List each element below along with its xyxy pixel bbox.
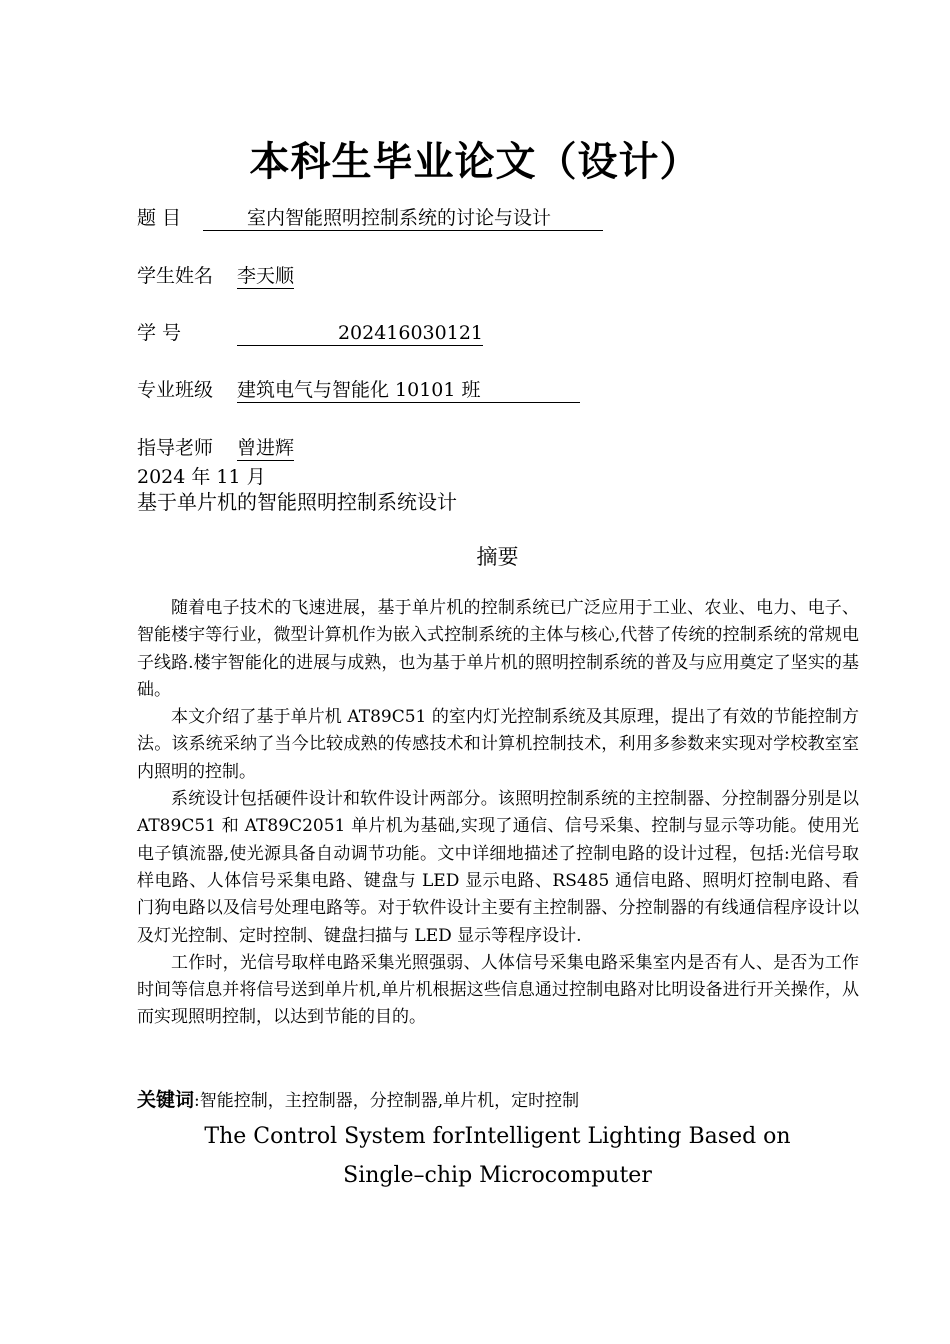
topic-label: 题 目	[137, 207, 182, 229]
thesis-chinese-title: 基于单片机的智能照明控制系统设计	[137, 490, 457, 514]
keywords-label: 关键词	[137, 1089, 195, 1111]
student-id-label: 学 号	[137, 322, 182, 344]
cover-date: 2024 年 11 月	[137, 466, 266, 488]
abstract-paragraph: 工作时，光信号取样电路采集光照强弱、人体信号采集电路采集室内是否有人、是否为工作时间等信息并将信号送到单片机,单片机根据这些信息通过控制电路对比明设备进行开关操作，从而实现照明控制，以达到节能的目的。	[137, 952, 859, 1028]
major-class-label: 专业班级	[137, 379, 214, 401]
cover-title: 本科生毕业论文（设计）	[249, 138, 701, 185]
student-name-label: 学生姓名	[137, 265, 214, 287]
student-id-value: 202416030121	[237, 321, 483, 346]
student-name-value: 李天顺	[237, 265, 295, 287]
advisor-value: 曾进辉	[237, 437, 295, 459]
abstract-body	[137, 595, 859, 1032]
student-name-field	[137, 261, 294, 289]
abstract-paragraph: 随着电子技术的飞速进展，基于单片机的控制系统已广泛应用于工业、农业、电力、电子、智能楼宇等行业，微型计算机作为嵌入式控制系统的主体与核心,代替了传统的控制系统的常规电子线路.楼宇智能化的进展与成熟，也为基于单片机的照明控制系统的普及与应用奠定了坚实的基础。	[137, 598, 859, 700]
abstract-paragraph: 系统设计包括硬件设计和软件设计两部分。该照明控制系统的主控制器、分控制器分别是以 AT89C51 和 AT89C2051 单片机为基础,实现了通信、信号采集、控制与显示等功能。使用光电子镇流器,使光源具备自动调节功能。文中详细地描述了控制电路的设计过程，包括:光信号取样电路、人体信号采集电路、键盘与 LED 显示电路、RS485 通信电路、照明灯控制电路、看门狗电路以及信号处理电路等。对于软件设计主要有主控制器、分控制器的有线通信程序设计以及灯光控制、定时控制、键盘扫描与 LED 显示等程序设计.	[137, 789, 859, 946]
major-class-value: 建筑电气与智能化 10101 班	[237, 378, 580, 403]
keywords-line	[137, 1085, 579, 1112]
english-title-line-2: Single–chip Microcomputer	[343, 1163, 652, 1188]
student-id-field	[137, 318, 483, 346]
english-title-line-1: The Control System forIntelligent Lighting Based on	[204, 1124, 791, 1149]
major-class-field	[137, 375, 580, 403]
advisor-field	[137, 433, 294, 461]
abstract-heading: 摘要	[476, 545, 519, 569]
advisor-label: 指导老师	[137, 437, 214, 459]
topic-field	[137, 203, 603, 231]
topic-value: 室内智能照明控制系统的讨论与设计	[203, 206, 603, 231]
keywords-value: :智能控制，主控制器，分控制器,单片机，定时控制	[194, 1091, 580, 1111]
abstract-paragraph: 本文介绍了基于单片机 AT89C51 的室内灯光控制系统及其原理，提出了有效的节能控制方法。该系统采纳了当今比较成熟的传感技术和计算机控制技术，利用多参数来实现对学校教室室内照明的控制。	[137, 707, 859, 782]
